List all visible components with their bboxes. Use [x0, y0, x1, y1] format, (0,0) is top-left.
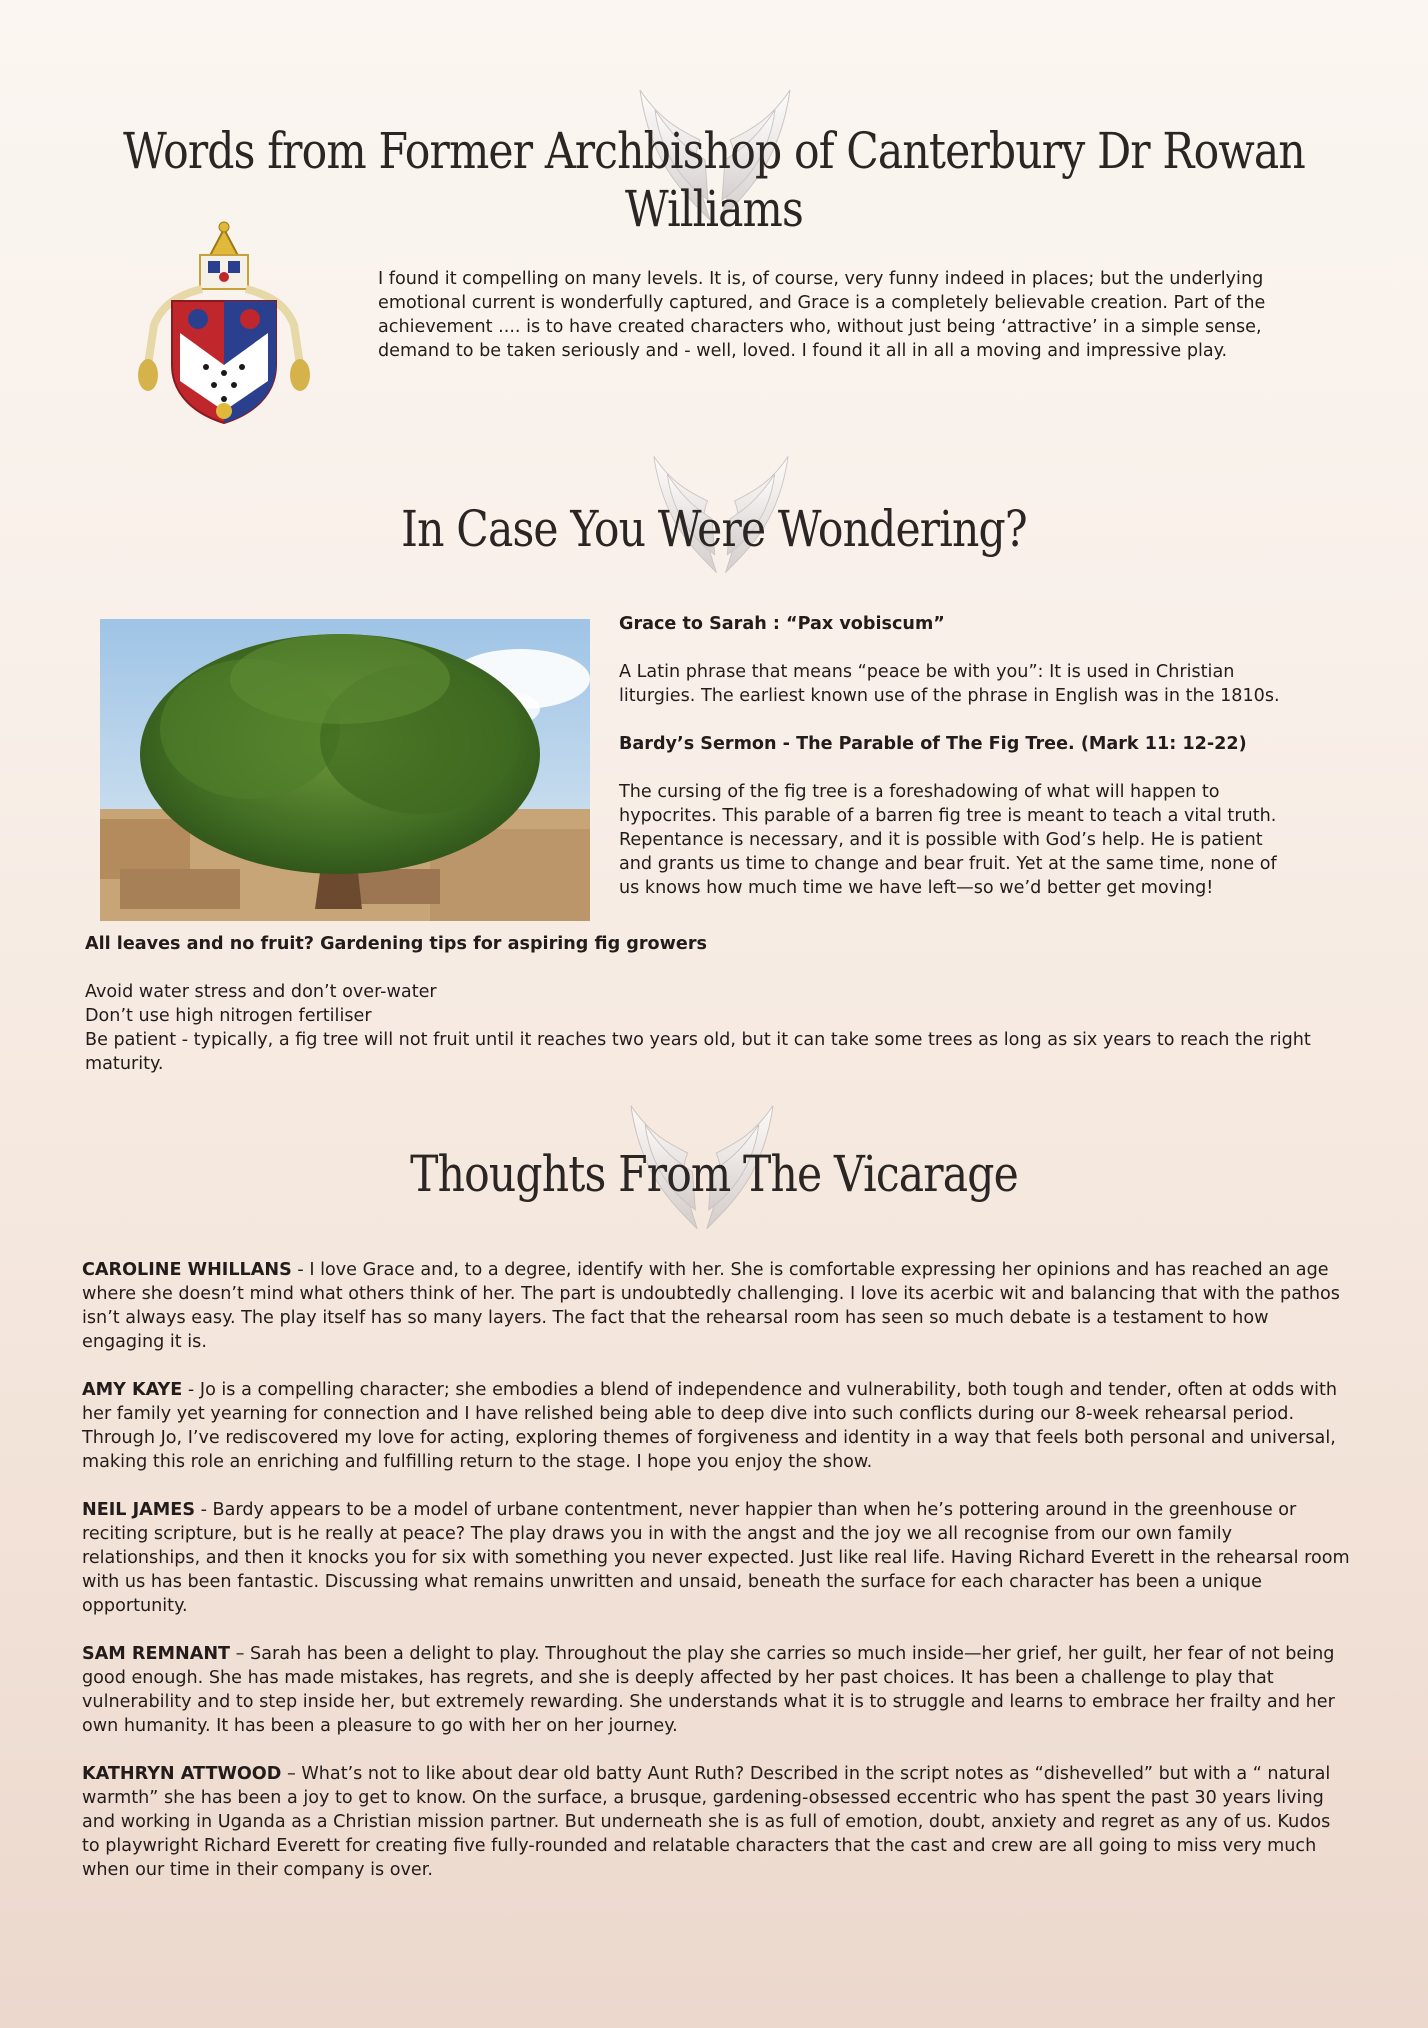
cast-thoughts: [82, 1258, 1350, 1906]
cast-entry-kathryn: KATHRYN ATTWOOD – What’s not to like about dear old batty Aunt Ruth? Described in the script notes as “dishevelled” but with a “ natural warmth” she has been a joy to get to know. On the surface, a brusque, gardening-obsessed eccentric who has spent the past 30 years living and working in Uganda as a Christian mission partner. But underneath she is as full of emotion, doubt, anxiety and regret as any of us. Kudos to playwright Richard Everett for creating five fully-rounded and relatable characters that the cast and crew are all going to miss very much when our time in their company is over.: [82, 1764, 1331, 1880]
sermon-text: The cursing of the fig tree is a foreshadowing of what will happen to hypocrites. This parable of a barren fig tree is meant to teach a vital truth. Repentance is necessary, and it is possible with God’s help. He is patient and grants us time to change and bear fruit. Yet at the same time, none of us knows how much time we have left—so we’d better get moving!: [619, 782, 1277, 898]
pax-title: Grace to Sarah : “Pax vobiscum”: [619, 614, 945, 634]
canterbury-coat-of-arms: [128, 215, 320, 427]
fig-tree-photo: [100, 619, 590, 921]
tip-item: Avoid water stress and don’t over-water: [85, 982, 437, 1002]
fig-tips-block: [85, 932, 1345, 1076]
cast-entry-amy: AMY KAYE - Jo is a compelling character; she embodies a blend of independence and vulnerability, both tough and tender, often at odds with her family yet yearning for connection and I have relished being able to deep dive into such conflicts during our 8-week rehearsal period. Through Jo, I’ve rediscovered my love for acting, exploring themes of forgiveness and identity in a way that feels both personal and universal, making this role an enriching and fulfilling return to the stage. I hope you enjoy the show.: [82, 1380, 1338, 1472]
section-heading-archbishop: Words from Former Archbishop of Canterbury Dr Rowan Williams: [123, 122, 1305, 238]
tips-title: All leaves and no fruit? Gardening tips for aspiring fig growers: [85, 934, 707, 954]
cast-entry-caroline: CAROLINE WHILLANS - I love Grace and, to a degree, identify with her. She is comfortable expressing her opinions and has reached an age where she doesn’t mind what others think of her. The part is undoubtedly challenging. I love its acerbic wit and balancing that with the pathos isn’t always easy. The play itself has so many layers. The fact that the rehearsal room has seen so much debate is a testament to how engaging it is.: [82, 1260, 1340, 1352]
sermon-title: Bardy’s Sermon - The Parable of The Fig Tree. (Mark 11: 12-22): [619, 734, 1247, 754]
pax-text: A Latin phrase that means “peace be with you”: It is used in Christian liturgies. The earliest known use of the phrase in English was in the 1810s.: [619, 662, 1280, 706]
tip-item: Be patient - typically, a fig tree will not fruit until it reaches two years old, but it can take some trees as long as six years to reach the right maturity.: [85, 1030, 1311, 1074]
tip-item: Don’t use high nitrogen fertiliser: [85, 1006, 372, 1026]
wondering-text-block: [619, 612, 1291, 924]
cast-entry-neil: NEIL JAMES - Bardy appears to be a model of urbane contentment, never happier than when he’s pottering around in the greenhouse or reciting scripture, but is he really at peace? The play draws you in with the angst and the joy we all recognise from our own family relationships, and then it knocks you for six with something you never expected. Just like real life. Having Richard Everett in the rehearsal room with us has been fantastic. Discussing what remains unwritten and unsaid, beneath the surface for each character has been a unique opportunity.: [82, 1500, 1350, 1616]
cast-entry-sam: SAM REMNANT – Sarah has been a delight to play. Throughout the play she carries so much inside—her grief, her guilt, her fear of not being good enough. She has made mistakes, has regrets, and she is deeply affected by her past choices. It has been a challenge to play that vulnerability and to step inside her, but extremely rewarding. She understands what it is to struggle and learns to embrace her frailty and her own humanity. It has been a pleasure to go with her on her journey.: [82, 1644, 1335, 1736]
archbishop-quote: I found it compelling on many levels. It is, of course, very funny indeed in places; but the underlying emotional current is wonderfully captured, and Grace is a completely believable creation. Part of the achievement .... is to have created characters who, without just being ‘attractive’ in a simple sense, demand to be taken seriously and - well, loved. I found it all in all a moving and impressive play.: [378, 269, 1266, 361]
section-heading-wondering: In Case You Were Wondering?: [401, 500, 1027, 558]
section-heading-vicarage: Thoughts From The Vicarage: [410, 1145, 1018, 1203]
